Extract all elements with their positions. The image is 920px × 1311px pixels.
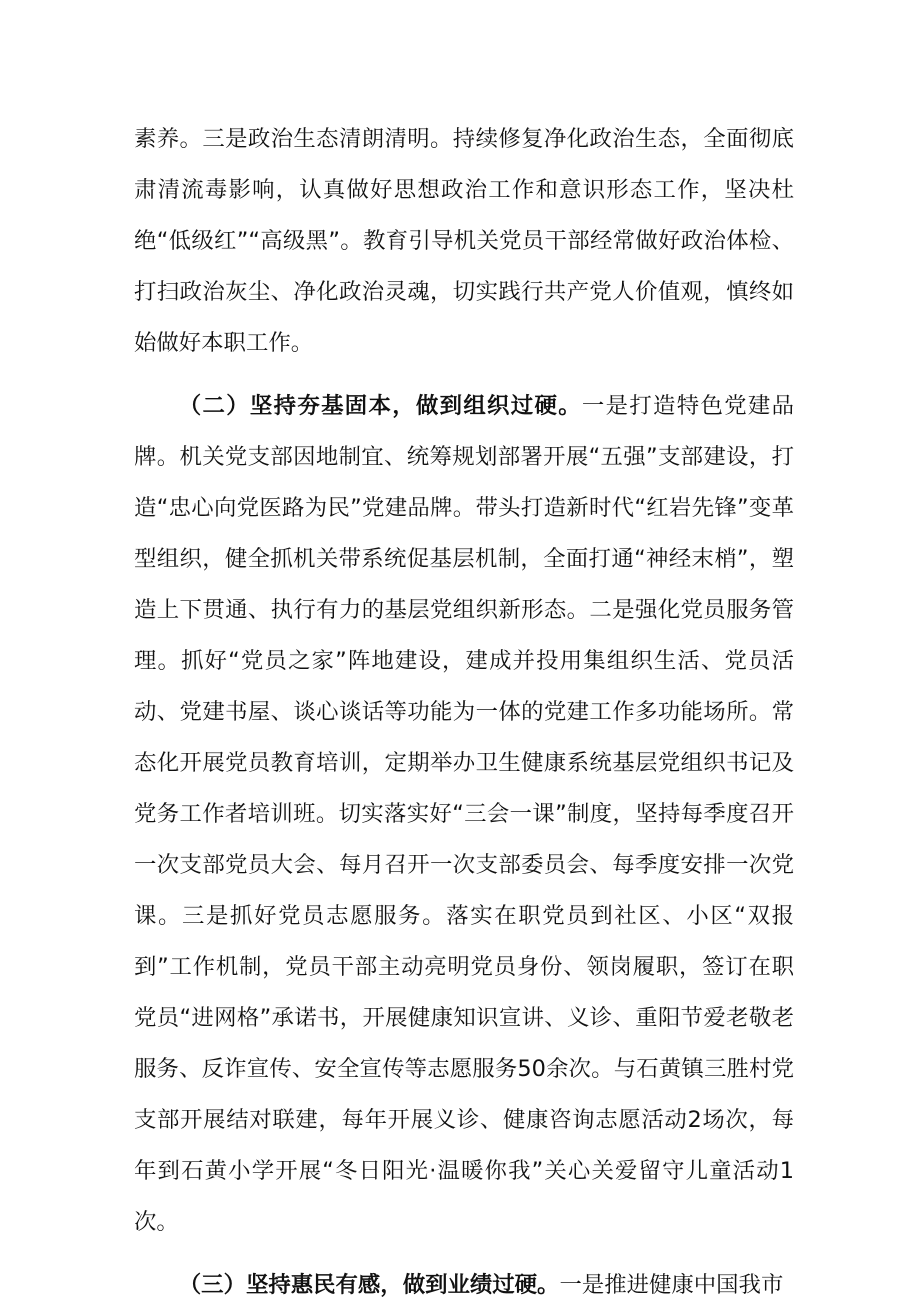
paragraph-section-two	[134, 381, 794, 1248]
section-heading: （二）坚持夯基固本，做到组织过硬。	[178, 393, 582, 419]
paragraph-text: 一是打造特色党建品牌。机关党支部因地制宜、统筹规划部署开展“五强”支部建设，打造“忠心向党医路为民”党建品牌。带头打造新时代“红岩先锋”变革型组织，健全抓机关带系统促基层机制，全面打通“神经末梢”，塑造上下贯通、执行有力的基层党组织新形态。二是强化党员服务管理。抓好“党员之家”阵地建设，建成并投用集组织生活、党员活动、党建书屋、谈心谈话等功能为一体的党建工作多功能场所。常态化开展党员教育培训，定期举办卫生健康系统基层党组织书记及党务工作者培训班。切实落实好“三会一课”制度，坚持每季度召开一次支部党员大会、每月召开一次支部委员会、每季度安排一次党课。三是抓好党员志愿服务。落实在职党员到社区、小区“双报到”工作机制，党员干部主动亮明党员身份、领岗履职，签订在职党员“进网格”承诺书，开展健康知识宣讲、义诊、重阳节爱老敬老服务、反诈宣传、安全宣传等志愿服务50余次。与石黄镇三胜村党支部开展结对联建，每年开展义诊、健康咨询志愿活动2场次，每年到石黄小学开展“冬日阳光·温暖你我”关心关爱留守儿童活动1次。	[134, 393, 795, 1235]
paragraph-continuation	[134, 114, 794, 369]
body-text	[134, 114, 794, 1311]
paragraph-text: 素养。三是政治生态清朗清明。持续修复净化政治生态，全面彻底肃清流毒影响，认真做好思想政治工作和意识形态工作，坚决杜绝“低级红”“高级黑”。教育引导机关党员干部经常做好政治体检、打扫政治灰尘、净化政治灵魂，切实践行共产党人价值观，慎终如始做好本职工作。	[134, 126, 794, 356]
paragraph-text: 一是推进健康中国我市	[559, 1272, 784, 1298]
section-heading: （三）坚持惠民有感，做到业绩过硬。	[178, 1272, 560, 1298]
paragraph-section-three	[134, 1260, 794, 1311]
